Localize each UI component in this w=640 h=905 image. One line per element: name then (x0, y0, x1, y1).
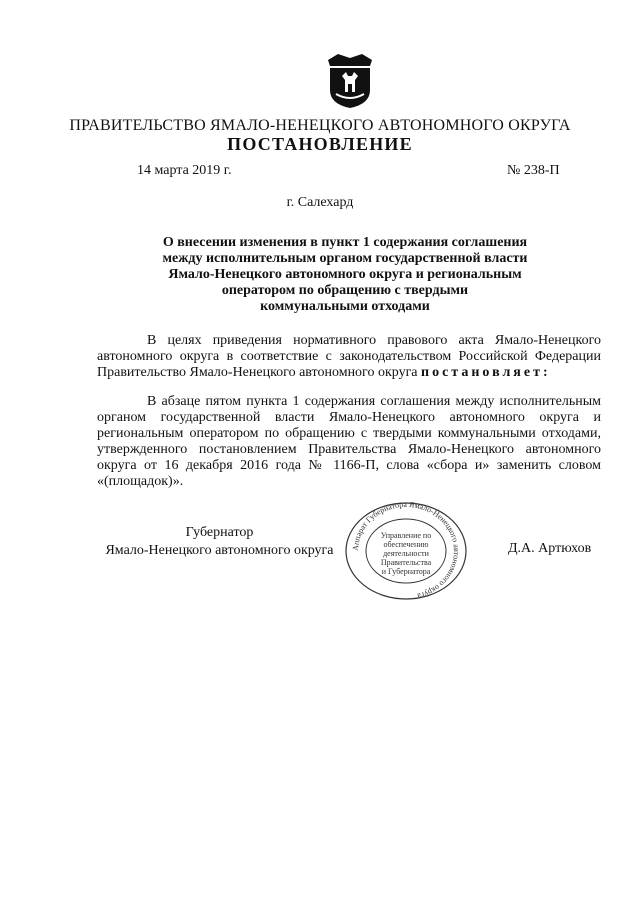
subject-line: Ямало-Ненецкого автономного округа и региональным (168, 267, 522, 282)
signatory-position (97, 524, 342, 560)
stamp-center-line: обеспечению (383, 540, 429, 549)
government-title: ПРАВИТЕЛЬСТВО ЯМАЛО-НЕНЕЦКОГО АВТОНОМНОГО ОКРУГА (69, 117, 571, 134)
document-city: г. Салехард (286, 195, 354, 210)
stamp-center-line: Управление по (380, 531, 432, 540)
preamble-paragraph (97, 333, 601, 381)
signatory-position-line2: Ямало-Ненецкого автономного округа (105, 543, 334, 558)
document-number: № 238-П (507, 163, 560, 178)
official-stamp (342, 501, 470, 601)
signatory-position-line1: Губернатор (185, 525, 254, 540)
signatory-name: Д.А. Артюхов (508, 541, 592, 556)
stamp-center-line: и Губернатора (381, 567, 431, 576)
resolves-emphasis: постановляет: (421, 365, 551, 380)
preamble-text: В целях приведения нормативного правового акта Ямало-Ненецкого автономного округа в соответствие с законодательством Российской Федерации Правительство Ямало-Ненецкого автономного округа (97, 333, 601, 380)
stamp-center-line: Правительства (380, 558, 432, 567)
subject-line: оператором по обращению с твердыми (221, 283, 469, 298)
subject-line: О внесении изменения в пункт 1 содержания соглашения (162, 235, 528, 250)
subject-line: коммунальными отходами (260, 299, 430, 314)
stamp-center-line: деятельности (383, 549, 429, 558)
subject-line: между исполнительным органом государственной власти (162, 251, 528, 266)
stamp-ring-text: Аппарат Губернатора Ямало-Ненецкого автономного округа (350, 501, 462, 601)
amendment-paragraph: В абзаце пятом пункта 1 содержания соглашения между исполнительным органом государственной власти Ямало-Ненецкого автономного округа и региональным оператором по обращению с твердыми коммунальными отходами, утвержденного постановлением Правительства Ямало-Ненецкого автономного округа от 16 декабря 2016 года № 1166-П, слова «сбора и» заменить словом «(площадок)». (97, 394, 601, 489)
document-type-title: ПОСТАНОВЛЕНИЕ (227, 134, 413, 154)
document-date: 14 марта 2019 г. (137, 163, 232, 178)
coat-of-arms-emblem (322, 52, 378, 110)
document-subject (140, 235, 550, 315)
